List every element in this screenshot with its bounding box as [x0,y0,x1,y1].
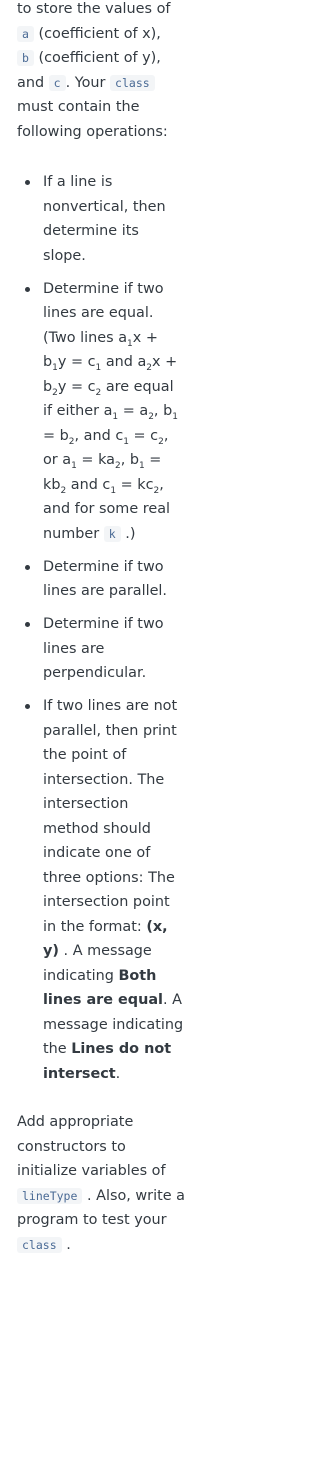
intro-text-b: (coefficient of y), [38,50,161,66]
code-c: c [49,75,66,91]
eq-text: , and for some real number [43,476,171,542]
code-class: class [110,75,155,91]
subscript: 1 [52,362,58,373]
outro-text: . Also, write a program to test your [17,1187,185,1228]
eq-text: are equal if either a [43,378,174,419]
eq-text: = kc [116,476,154,493]
eq-text: , b [153,403,173,419]
eq-text: Determine if two lines are equal. (Two lines a [43,280,164,346]
intro-text-and: and [17,74,45,91]
eq-text: x + b [43,354,178,395]
intro-text: to store the values of [17,1,171,17]
eq-text: = ka [76,452,115,468]
outro-text: Add appropriate constructors to initialize variables of [17,1114,166,1179]
subscript: 1 [95,362,102,373]
list-item-equal [17,277,185,547]
eq-text: , and c [74,427,124,444]
outro-paragraph [17,1110,185,1257]
intro-text-your: . Your [65,74,106,91]
list-item-slope [17,170,185,268]
subscript: 2 [153,485,160,496]
intro-text-a: (coefficient of x), [38,25,161,42]
bold-both-equal: Both lines are equal [43,967,163,1008]
eq-text: and c [66,476,111,493]
eq-text: = b [43,427,69,444]
eq-text: = c [128,427,159,444]
subscript: 2 [68,436,75,447]
intro-paragraph [17,0,185,144]
code-linetype: lineType [17,1188,82,1204]
list-item-text: If a line is nonvertical, then determine its slope. [43,174,166,264]
subscript: 1 [110,485,117,496]
list-item-text: . [115,1065,121,1082]
eq-text: , b [120,452,139,468]
subscript: 1 [71,460,77,471]
subscript: 1 [123,436,129,447]
code-k: k [104,526,121,542]
list-item-text: Determine if two lines are perpendicular. [43,616,164,681]
list-item-text: . A message indicating [43,943,152,984]
subscript: 1 [112,411,119,422]
list-item-text: Determine if two lines are parallel. [43,558,167,599]
eq-text: y = c [57,378,96,395]
subscript: 2 [95,387,102,398]
list-item-intersection [17,694,185,1086]
subscript: 1 [172,411,178,422]
subscript: 2 [60,485,67,496]
bullet-icon [25,180,30,185]
list-item-text: If two lines are not parallel, then print the point of intersection. The intersection method should indicate one of three options: The intersection point in the format: [43,698,178,935]
operations-list [17,170,185,1086]
list-item-parallel [17,555,185,604]
bullet-icon [25,287,30,292]
eq-text: = a [118,403,149,419]
bold-no-intersect: Lines do not intersect [43,1041,172,1082]
list-item-perpendicular [17,612,185,686]
bullet-icon [25,704,30,709]
subscript: 2 [148,411,154,422]
outro-text: . [61,1236,71,1253]
code-class: class [17,1237,62,1253]
eq-text: x + b [43,329,158,370]
subscript: 2 [158,436,164,447]
eq-text: and a [101,354,147,370]
list-item-text: . A message indicating the [43,992,184,1057]
bullet-icon [25,565,30,570]
code-b: b [17,50,34,66]
eq-text: = kb [43,452,162,493]
eq-text: y = c [57,354,96,370]
subscript: 1 [139,460,145,471]
eq-text: , or a [43,427,169,468]
subscript: 2 [114,460,121,471]
intro-text-rest: must contain the following operations: [17,99,168,140]
subscript: 2 [146,362,153,373]
bold-format: (x, y) [43,918,168,959]
code-a: a [17,26,34,42]
eq-text: .) [120,525,136,542]
subscript: 1 [127,338,133,349]
problem-text [17,0,185,1257]
bullet-icon [25,622,30,627]
subscript: 2 [52,387,58,398]
